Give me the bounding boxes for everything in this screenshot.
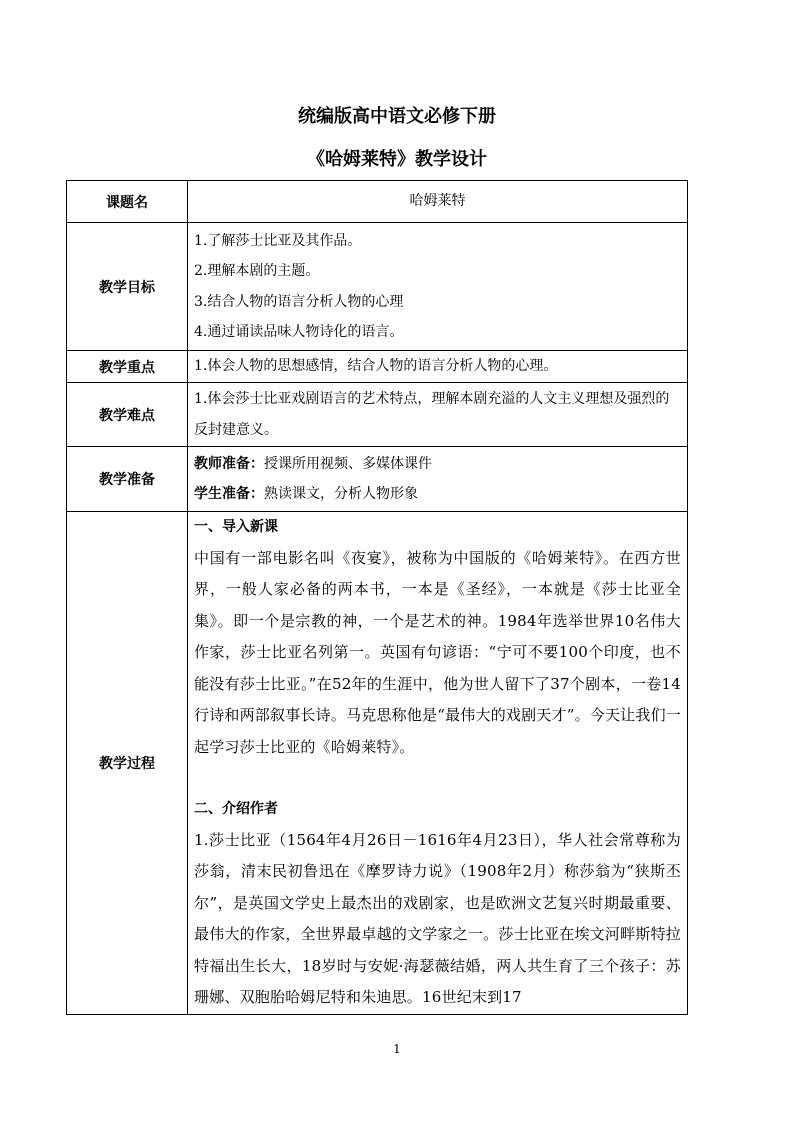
blank-line — [194, 763, 681, 794]
topic-value: 哈姆莱特 — [188, 181, 688, 223]
objectives-list — [188, 223, 688, 351]
difficulties-text: 1.体会莎士比亚戏剧语言的艺术特点，理解本剧充溢的人文主义理想及强烈的反封建意义。 — [188, 383, 688, 447]
objective-item: 3.结合人物的语言分析人物的心理 — [194, 293, 404, 310]
table-row-difficulties — [67, 383, 688, 447]
table-row-preparation — [67, 447, 688, 512]
student-preparation — [194, 479, 681, 510]
table-row-key-points — [67, 351, 688, 383]
section-paragraph: 1.莎士比亚（1564年4月26日－1616年4月23日），华人社会常尊称为莎翁，清末民初鲁迅在《摩罗诗力说》（1908年2月）称莎翁为“狭斯丕尔”，是英国文学史上最杰出的戏剧家，也是欧洲文艺复兴时期最重要、最伟大的作家，全世界最卓越的文学家之一。莎士比亚在埃文河畔斯特拉特福出生长大，18岁时与安妮·海瑟薇结婚，两人共生育了三个孩子：苏珊娜、双胞胎哈姆尼特和朱迪思。16世纪末到17 — [194, 830, 681, 1006]
process-label: 教学过程 — [67, 512, 188, 1015]
topic-label: 课题名 — [67, 181, 188, 223]
key-points-label: 教学重点 — [67, 351, 188, 383]
section-heading: 二、介绍作者 — [194, 801, 278, 817]
student-preparation-text: 熟读课文，分析人物形象 — [264, 486, 418, 502]
teacher-preparation-label: 教师准备： — [194, 455, 264, 472]
table-row-process — [67, 512, 688, 1015]
table-row-objectives — [67, 223, 688, 351]
objective-item: 2.理解本剧的主题。 — [194, 263, 320, 279]
preparation-label: 教学准备 — [67, 447, 188, 512]
teacher-preparation-text: 授课所用视频、多媒体课件 — [264, 455, 432, 472]
table-row-topic — [67, 181, 688, 223]
key-points-text: 1.体会人物的思想感情，结合人物的语言分析人物的心理。 — [188, 351, 688, 383]
objective-item: 4.通过诵读品味人物诗化的语言。 — [194, 324, 404, 340]
teacher-preparation — [194, 449, 681, 480]
student-preparation-label: 学生准备： — [194, 486, 264, 502]
document-subtitle: 《哈姆莱特》教学设计 — [307, 149, 487, 170]
lesson-plan-table — [66, 180, 688, 1015]
section-paragraph: 中国有一部电影名叫《夜宴》，被称为中国版的《哈姆莱特》。在西方世界，一般人家必备的两本书，一本是《圣经》，一本就是《莎士比亚全集》。即一个是宗教的神，一个是艺术的神。1984年选举世界10名伟大作家，莎士比亚名列第一。英国有句谚语：“宁可不要100个印度，也不能没有莎士比亚。”在52年的生涯中，他为世人留下了37个剧本，一卷14行诗和两部叙事长诗。马克思称他是“最伟大的戏剧天才”。今天让我们一起学习莎士比亚的《哈姆莱特》。 — [194, 548, 681, 756]
page-number: 1 — [393, 1042, 401, 1056]
objective-item: 1.了解莎士比亚及其作品。 — [194, 232, 362, 249]
process-content — [188, 512, 688, 1015]
document-title: 统编版高中语文必修下册 — [298, 106, 496, 127]
section-heading: 一、导入新课 — [194, 519, 278, 535]
objectives-label: 教学目标 — [67, 223, 188, 351]
difficulties-label: 教学难点 — [67, 383, 188, 447]
preparation-content — [188, 447, 688, 512]
